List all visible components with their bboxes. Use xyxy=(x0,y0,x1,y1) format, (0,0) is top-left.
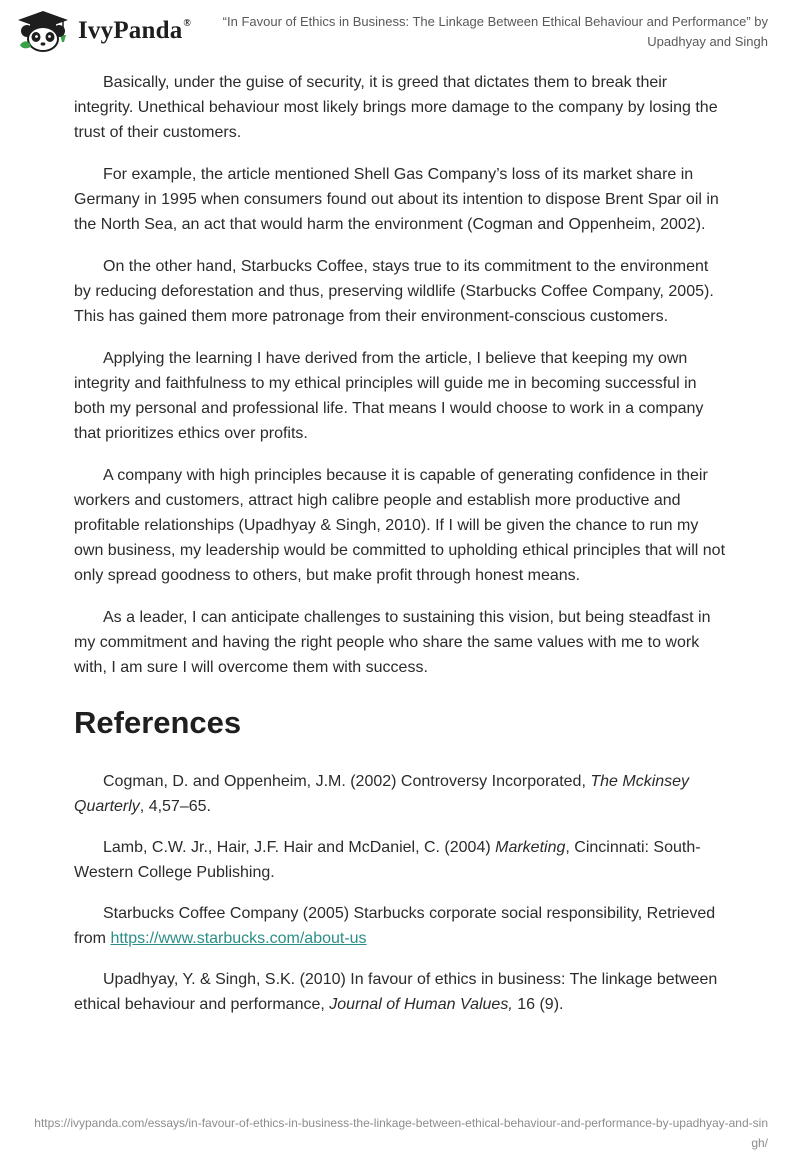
document-title xyxy=(208,12,768,52)
body-paragraph: Basically, under the guise of security, it is greed that dictates them to break their integrity. Unethical behaviour most likely brings more damage to the company by losing the trust of their customers. xyxy=(74,74,718,141)
brand-name: IvyPanda® xyxy=(78,17,192,44)
panda-graduate-icon xyxy=(14,9,72,53)
reference-item: Cogman, D. and Oppenheim, J.M. (2002) Controversy Incorporated, The Mckinsey Quarterly, 4,57–65. xyxy=(74,773,690,815)
brand-logo[interactable] xyxy=(14,8,191,54)
reference-link[interactable]: https://www.starbucks.com/about-us xyxy=(110,930,367,947)
document-title-line: “In Favour of Ethics in Business: The Linkage Between Ethical Behaviour and Performance” by xyxy=(222,14,768,29)
body-paragraph: On the other hand, Starbucks Coffee, stays true to its commitment to the environment by reducing deforestation and thus, preserving wildlife (Starbucks Coffee Company, 2005). This has gained them more patronage from their environment-conscious customers. xyxy=(74,258,714,325)
body-paragraph: For example, the article mentioned Shell Gas Company’s loss of its market share in Germany in 1995 when consumers found out about its intention to dispose Brent Spar oil in the North Sea, an act that would harm the environment (Cogman and Oppenheim, 2002). xyxy=(74,166,719,233)
reference-item: Upadhyay, Y. & Singh, S.K. (2010) In favour of ethics in business: The linkage between ethical behaviour and performance, Journal of Human Values, 16 (9). xyxy=(74,971,718,1013)
reference-item: Lamb, C.W. Jr., Hair, J.F. Hair and McDaniel, C. (2004) Marketing, Cincinnati: South- Western College Publishing. xyxy=(74,839,701,881)
body-paragraph: As a leader, I can anticipate challenges to sustaining this vision, but being steadfast in my commitment and having the right people who share the same values with me to work with, I am sure I will overcome them with success. xyxy=(74,609,711,676)
essay-content xyxy=(74,70,726,1033)
reference-item: Starbucks Coffee Company (2005) Starbucks corporate social responsibility, Retrieved from https://www.starbucks.com/about-us xyxy=(74,905,716,947)
footer-url[interactable]: https://ivypanda.com/essays/in-favour-of-ethics-in-business-the-linkage-between-ethical-behaviour-and-performance-by-upadhyay-and-singh/ xyxy=(34,1116,768,1150)
body-paragraph: Applying the learning I have derived from the article, I believe that keeping my own integrity and faithfulness to my ethical principles will guide me in becoming successful in both my personal and professional life. That means I would choose to work in a company that prioritizes ethics over profits. xyxy=(74,350,704,442)
body-paragraph: A company with high principles because it is capable of generating confidence in their workers and customers, attract high calibre people and establish more productive and profitable relationships (Upadhyay & Singh, 2010). If I will be given the chance to run my own business, my leadership would be committed to upholding ethical principles that will not only spread goodness to others, but make profit through honest means. xyxy=(74,467,726,584)
document-title-line: Upadhyay and Singh xyxy=(647,34,768,49)
references-heading: References xyxy=(74,705,242,740)
page-header xyxy=(0,0,800,60)
